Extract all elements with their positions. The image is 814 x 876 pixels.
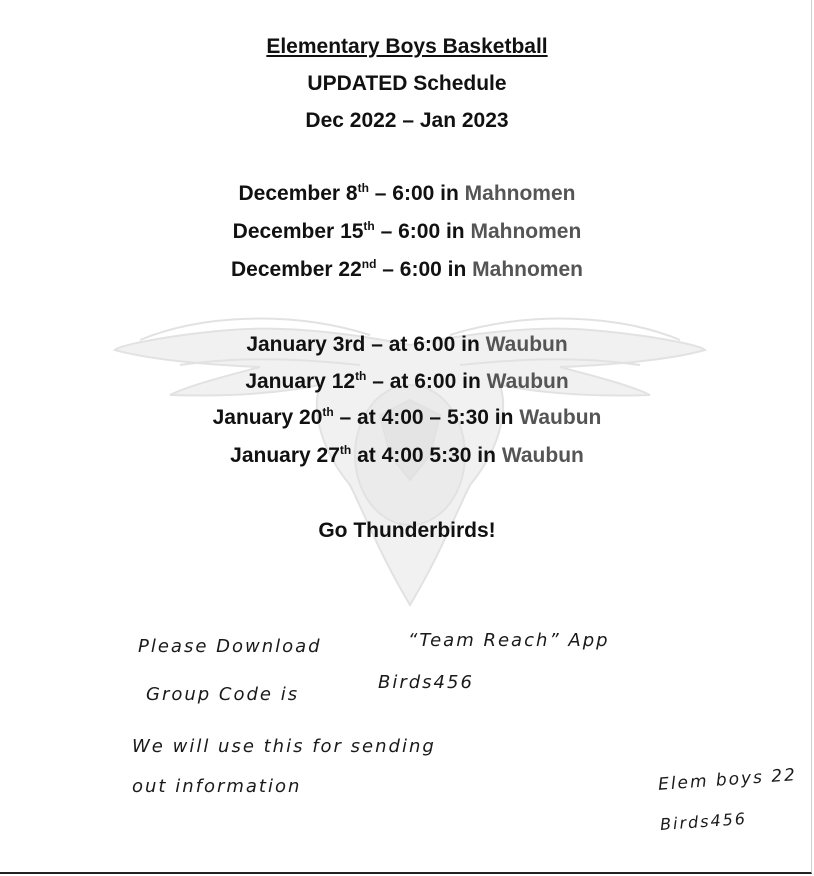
game-time: – at 6:00 in bbox=[371, 333, 480, 356]
game-month: January bbox=[230, 444, 311, 467]
game-month: December bbox=[238, 182, 341, 205]
game-month: January bbox=[245, 370, 326, 393]
game-day-suffix: th bbox=[357, 181, 369, 195]
game-day-suffix: nd bbox=[361, 257, 377, 271]
game-day-suffix: th bbox=[339, 443, 352, 457]
game-location: Waubun bbox=[501, 444, 584, 467]
game-line-jan-27 bbox=[0, 444, 814, 468]
game-time: – 6:00 in bbox=[374, 182, 459, 205]
handwritten-side-code: Birds456 bbox=[659, 808, 748, 835]
handwritten-group-code: Birds456 bbox=[378, 672, 474, 693]
game-line-jan-12 bbox=[0, 370, 814, 394]
game-time: at 4:00 5:30 in bbox=[357, 444, 496, 467]
game-time: – 6:00 in bbox=[380, 220, 465, 243]
closing-cheer: Go Thunderbirds! bbox=[318, 519, 496, 542]
game-day: 20 bbox=[299, 406, 323, 429]
game-day-suffix: th bbox=[322, 405, 334, 419]
handwritten-group-code-label: Group Code is bbox=[146, 684, 300, 705]
handwritten-usage-note: We will use this for sending bbox=[132, 736, 436, 757]
game-day-suffix: th bbox=[363, 219, 375, 233]
game-location: Waubun bbox=[485, 333, 568, 356]
game-location: Mahnomen bbox=[470, 220, 582, 243]
game-line-dec-8 bbox=[0, 182, 814, 206]
game-line-jan-3 bbox=[0, 333, 814, 357]
game-day: 8 bbox=[345, 182, 358, 205]
game-time: – at 4:00 – 5:30 in bbox=[339, 406, 514, 429]
game-time: – at 6:00 in bbox=[372, 370, 481, 393]
game-time: – 6:00 in bbox=[382, 258, 467, 281]
handwritten-usage-note-2: out information bbox=[132, 776, 302, 797]
game-day-suffix: th bbox=[355, 369, 367, 383]
date-range: Dec 2022 – Jan 2023 bbox=[305, 109, 509, 132]
document-title: Elementary Boys Basketball bbox=[266, 35, 548, 58]
game-month: January bbox=[212, 406, 294, 429]
game-line-dec-22 bbox=[0, 258, 814, 282]
game-month: January bbox=[246, 333, 327, 356]
game-day: 3rd bbox=[332, 333, 366, 356]
document-subtitle: UPDATED Schedule bbox=[307, 72, 507, 95]
game-day: 27 bbox=[316, 444, 340, 467]
game-day: 12 bbox=[331, 370, 356, 393]
game-day: 22 bbox=[338, 258, 362, 281]
schedule-header bbox=[0, 28, 814, 139]
game-location: Mahnomen bbox=[472, 258, 583, 281]
game-month: December bbox=[230, 258, 333, 281]
game-month: December bbox=[232, 220, 335, 243]
handwritten-app-name: “Team Reach” App bbox=[408, 630, 610, 651]
game-location: Waubun bbox=[519, 406, 602, 429]
game-location: Waubun bbox=[486, 370, 569, 393]
game-line-dec-15 bbox=[0, 220, 814, 244]
game-location: Mahnomen bbox=[464, 182, 576, 205]
game-line-jan-20 bbox=[0, 406, 814, 430]
handwritten-download-note: Please Download bbox=[138, 636, 322, 657]
game-day: 15 bbox=[340, 220, 364, 243]
handwritten-side-label: Elem boys 22 bbox=[657, 765, 798, 795]
